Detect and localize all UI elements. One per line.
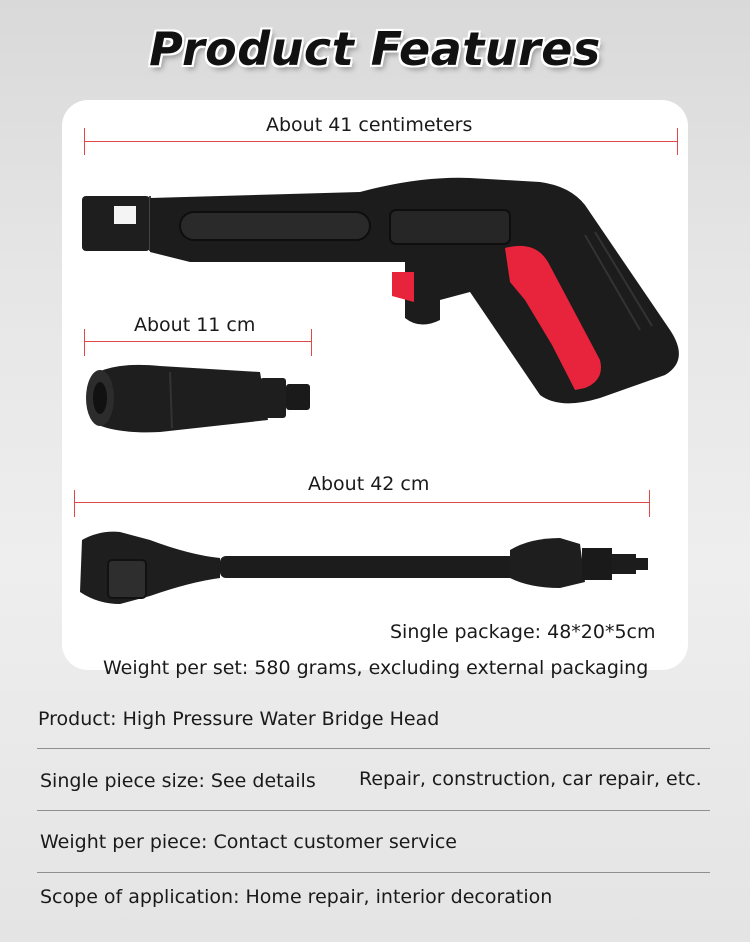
wand-length-label: About 42 cm (308, 473, 430, 495)
spec-scope: Scope of application: Home repair, interior decoration (40, 886, 553, 908)
weight-per-set-text: Weight per set: 580 grams, excluding external packaging (103, 657, 649, 679)
spec-single-piece-size: Single piece size: See details (40, 770, 316, 792)
spec-product: Product: High Pressure Water Bridge Head (38, 708, 440, 730)
spec-weight-per-piece: Weight per piece: Contact customer service (40, 831, 457, 853)
spec-usage: Repair, construction, car repair, etc. (359, 768, 702, 790)
single-package-text: Single package: 48*20*5cm (390, 621, 656, 643)
gun-length-label: About 41 centimeters (266, 114, 473, 136)
spec-divider (37, 810, 710, 811)
page-title: Product Features (149, 22, 601, 76)
spec-divider (37, 748, 710, 749)
spec-divider (37, 872, 710, 873)
nozzle-length-label: About 11 cm (134, 314, 256, 336)
